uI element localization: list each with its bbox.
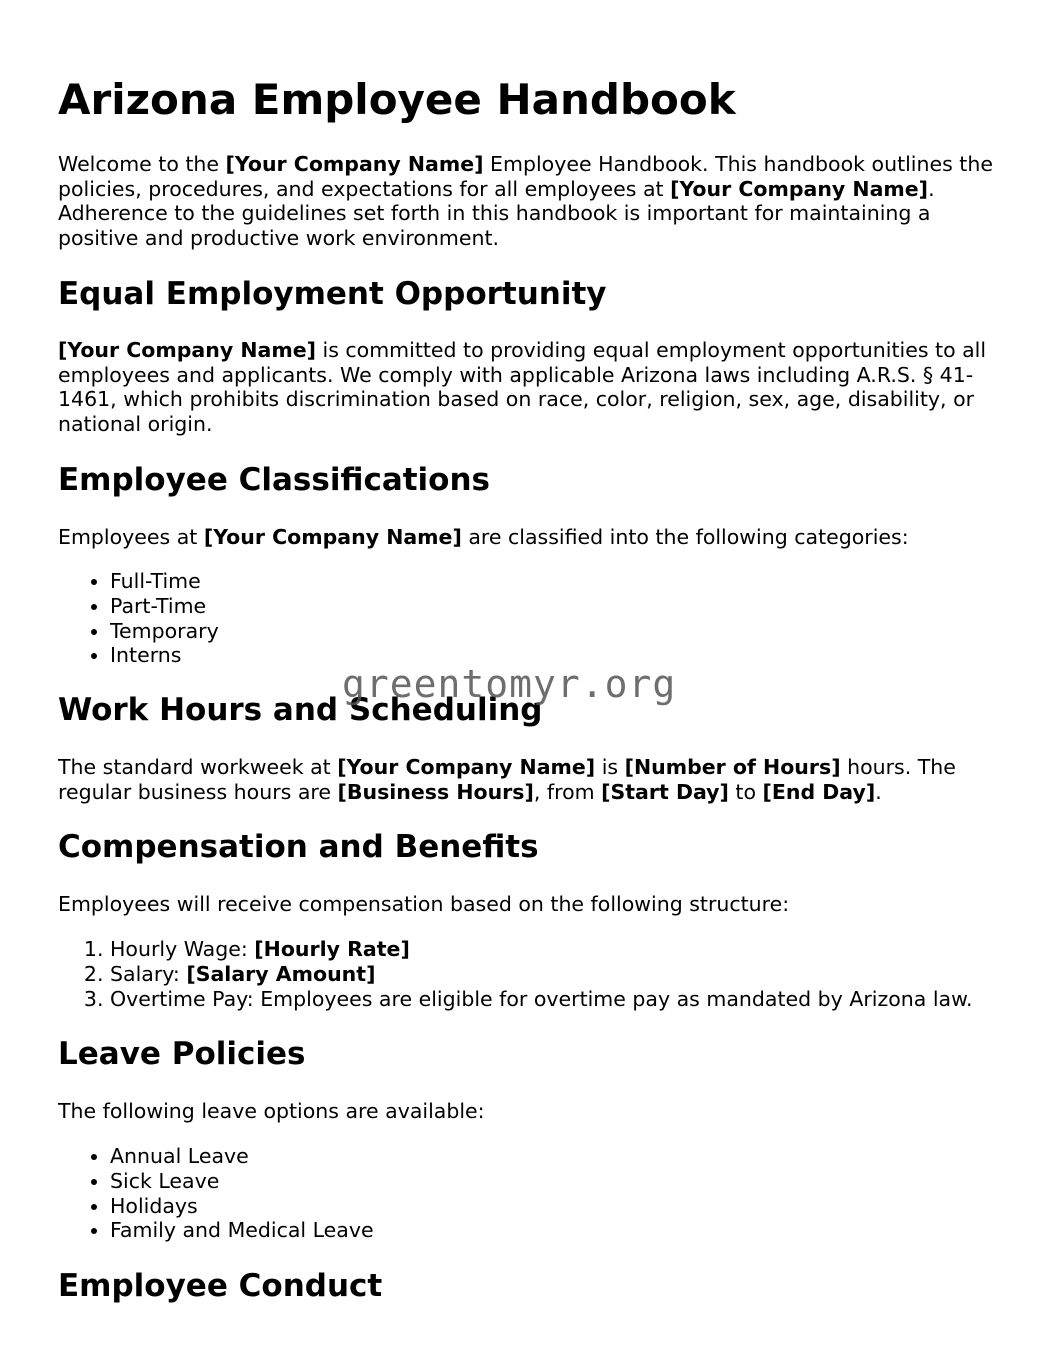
business-hours-placeholder: [Business Hours] — [337, 779, 534, 804]
salary-placeholder: [Salary Amount] — [186, 961, 376, 986]
eeo-text: is committed to providing equal employment opportunities to all employees and applicants. We comply with applicable Arizona laws including A.R.S. § 41-1461, which prohibits discrimination based on race, color, religion, sex, age, disability, or national origin. — [58, 338, 987, 436]
company-name-placeholder: [Your Company Name] — [670, 176, 929, 201]
hours-text-4: , from — [533, 779, 602, 804]
intro-text-2: Employee Handbook. This handbook outlines the policies, procedures, and expectations for all employees at — [58, 152, 993, 201]
hours-text-1: The standard workweek at — [58, 755, 338, 779]
intro-text-3: . Adherence to the guidelines set forth in this handbook is important for maintaining a positive and productive work environment. — [58, 176, 935, 250]
heading-classifications: Employee Classifications — [58, 462, 491, 498]
hours-placeholder: [Number of Hours] — [624, 755, 841, 779]
leave-list — [58, 1144, 1010, 1243]
compensation-list — [58, 937, 1010, 1011]
list-item: • Temporary — [110, 619, 1010, 644]
hours-paragraph — [58, 755, 1003, 804]
classifications-text-2: are classified into the following categories: — [461, 525, 909, 549]
classifications-paragraph — [58, 525, 1003, 550]
company-name-placeholder: [Your Company Name] — [203, 525, 462, 549]
intro-text-1: Welcome to the — [58, 152, 226, 176]
classifications-list — [58, 569, 1010, 668]
list-item: 1. Hourly Wage: [Hourly Rate] — [110, 937, 1010, 962]
hours-text-2: is — [595, 755, 625, 779]
intro-paragraph — [58, 152, 1003, 250]
list-item: 2. Salary: [Salary Amount] — [110, 962, 1010, 987]
list-item: • Holidays — [110, 1194, 1010, 1219]
heading-equal-employment: Equal Employment Opportunity — [58, 276, 607, 312]
hourly-rate-placeholder: [Hourly Rate] — [254, 937, 410, 961]
compensation-intro: Employees will receive compensation based on the following structure: — [58, 892, 790, 916]
company-name-placeholder: [Your Company Name] — [337, 755, 596, 779]
heading-leave-policies: Leave Policies — [58, 1036, 306, 1072]
hours-text-5: to — [728, 779, 763, 804]
list-item: 3. Overtime Pay: Employees are eligible for overtime pay as mandated by Arizona law. — [110, 987, 1010, 1012]
company-name-placeholder: [Your Company Name] — [58, 338, 316, 362]
list-item: • Family and Medical Leave — [110, 1218, 1010, 1243]
heading-compensation: Compensation and Benefits — [58, 829, 539, 865]
classifications-text-1: Employees at — [58, 525, 204, 549]
document-title: Arizona Employee Handbook — [58, 75, 736, 124]
company-name-placeholder: [Your Company Name] — [225, 152, 484, 176]
heading-work-hours: Work Hours and Scheduling — [58, 692, 543, 728]
list-item: • Interns — [110, 643, 1010, 668]
leave-intro: The following leave options are available: — [58, 1099, 485, 1123]
watermark: greentomyr.org — [342, 662, 677, 706]
list-item: • Part-Time — [110, 594, 1010, 619]
list-item: • Sick Leave — [110, 1169, 1010, 1194]
start-day-placeholder: [Start Day] — [601, 779, 729, 804]
list-item: • Annual Leave — [110, 1144, 1010, 1169]
end-day-placeholder: [End Day] — [762, 779, 876, 804]
hours-text-3: hours. The regular business hours are — [58, 755, 956, 804]
hours-text-6: . — [875, 779, 882, 804]
eeo-paragraph — [58, 338, 1003, 436]
heading-employee-conduct: Employee Conduct — [58, 1268, 383, 1304]
list-item: • Full-Time — [110, 569, 1010, 594]
